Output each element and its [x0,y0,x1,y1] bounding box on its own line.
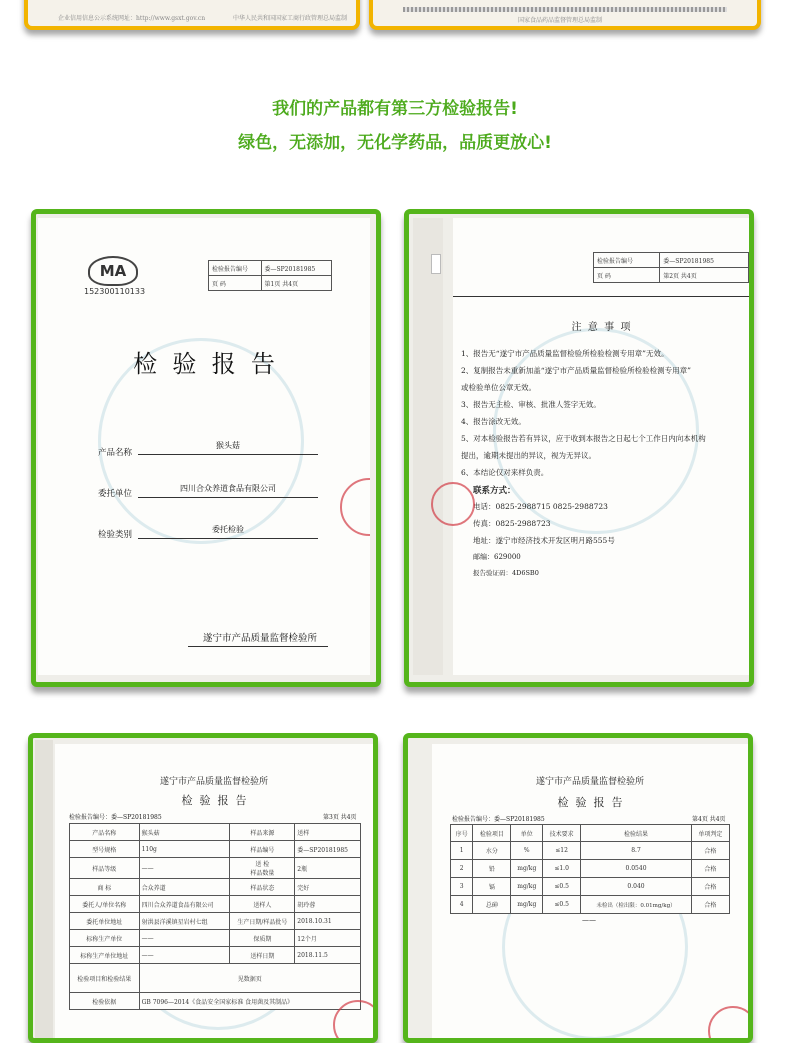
contact-line: 电话：0825-2988715 0825-2988723 [473,502,608,511]
cell: 委托单位地址 [70,913,140,930]
page4-page-number: 第4页 共4页 [692,816,726,823]
table-row [451,842,730,860]
cell: 合格 [691,860,729,878]
cell: 合格 [691,842,729,860]
red-seal-stamp [333,1000,378,1043]
cell: 页 码 [594,268,660,283]
cell: 标称生产单位 [70,930,140,947]
cell: —— [139,947,230,964]
cell: 2 [451,860,473,878]
cell: 样品状态 [230,879,295,896]
report-cover-page [38,218,370,675]
cell: 检验报告编号 [209,261,262,276]
cell: mg/kg [511,878,543,896]
table-row [451,860,730,878]
cell: 送 检 样品数量 [230,858,295,879]
cell: 8.7 [581,842,692,860]
red-seal-stamp [340,478,370,536]
report-page3-page [55,744,373,1043]
cell: mg/kg [511,860,543,878]
contact-line: 报告验证码：4D6SB0 [473,569,539,577]
header-cell: 技术要求 [543,825,581,842]
field-label-client: 委托单位 [98,489,133,499]
cell: 见数据页 [139,964,360,993]
cell: —— [139,930,230,947]
cell: 委—SP20181985 [295,841,361,858]
report-page3-frame [28,733,378,1043]
cover-institute: 遂宁市产品质量监督检验所 [203,633,318,644]
page4-results-table [450,824,730,914]
business-license-frame [24,0,360,30]
table-end-mark: —— [582,916,596,924]
page4-title: 检 验 报 告 [557,796,623,809]
cell: 样品等级 [70,858,140,879]
page3-title: 检 验 报 告 [181,794,247,807]
ma-number: 152300110133 [84,287,146,296]
cell: GB 7096—2014《食品安全国家标准 食用菌及其制品》 [139,993,360,1010]
cell: 检验依据 [70,993,140,1010]
food-license-band [403,7,727,12]
cell: % [511,842,543,860]
field-underline [138,538,318,539]
table-header-row [451,825,730,842]
field-label-product: 产品名称 [98,448,133,458]
notice-title: 注 意 事 项 [571,322,631,333]
cell: 3 [451,878,473,896]
cell: 保质期 [230,930,295,947]
field-value-category: 委托检验 [212,525,244,534]
cell: ≤12 [543,842,581,860]
report-page4-frame [403,733,753,1043]
cell: 第2页 共4页 [660,268,749,283]
cell: 委—SP20181985 [261,261,331,276]
notice-item: 提出，逾期未提出的异议，视为无异议。 [461,451,596,460]
cell: 合格 [691,878,729,896]
page-edge-strip [413,218,443,675]
cell: 委托人/单位名称 [70,896,140,913]
header-cell: 检验项目 [473,825,511,842]
page4-institute: 遂宁市产品质量监督检验所 [535,777,644,787]
cell: ≤0.5 [543,896,581,914]
header-cell: 单项判定 [691,825,729,842]
page3-table [69,823,361,1010]
cell: 总砷 [473,896,511,914]
table-row [451,896,730,914]
cell: 2018.10.31 [295,913,361,930]
contact-title: 联系方式： [473,486,516,496]
report-page4-page [432,744,748,1043]
field-underline [138,497,318,498]
header-cell: 检验结果 [581,825,692,842]
cell: 未检出（检出限：0.01mg/kg） [581,896,692,914]
page3-institute: 遂宁市产品质量监督检验所 [159,777,268,787]
cell: 型号规格 [70,841,140,858]
cell: 第1页 共4页 [261,276,331,291]
page4-report-no: 检验报告编号：委—SP20181985 [452,816,545,823]
cell: 样品编号 [230,841,295,858]
cell: 水分 [473,842,511,860]
field-value-client: 四川合众养道食品有限公司 [180,484,276,493]
notice-item: 5、对本检验报告若有异议，应于收到本报告之日起七个工作日内向本机构 [461,434,706,443]
cell: 0.0540 [581,860,692,878]
notice-item: 4、报告涂改无效。 [461,417,526,426]
cell: 委—SP20181985 [660,253,749,268]
page3-report-no: 检验报告编号：委—SP20181985 [69,814,162,821]
notice-item: 2、复制报告未重新加盖“遂宁市产品质量监督检验所检验检测专用章” [461,366,691,375]
ma-logo [88,256,138,286]
page-edge-strip [35,740,53,1040]
cell: 4 [451,896,473,914]
cell: 生产日期/样品批号 [230,913,295,930]
cell: 送样 [295,824,361,841]
cell: 铅 [473,860,511,878]
notice-item: 1、报告无“遂宁市产品质量监督检验所检验检测专用章”无效。 [461,349,669,358]
cell: mg/kg [511,896,543,914]
cell: 四川合众养道食品有限公司 [139,896,230,913]
cell: 商 标 [70,879,140,896]
report-notice-page [453,218,749,675]
binder-clip [431,254,441,274]
cell: 12个月 [295,930,361,947]
cell: 猴头菇 [139,824,230,841]
cell: 检验项目和检验结果 [70,964,140,993]
header-cell: 序号 [451,825,473,842]
cell: 页 码 [209,276,262,291]
cell: 镉 [473,878,511,896]
cell: 射洪县洋溪镇星岩村七组 [139,913,230,930]
cell: 0.040 [581,878,692,896]
food-license-footer: 国家食品药品监督管理总局监制 [518,17,603,24]
red-seal-stamp [431,482,475,526]
cell: 送样日期 [230,947,295,964]
cell: 胡玲蓉 [295,896,361,913]
cell: 110g [139,841,230,858]
cell: 送样人 [230,896,295,913]
cell: 合格 [691,896,729,914]
field-value-product: 猴头菇 [216,441,240,450]
notice-header-table [593,252,749,283]
report-cover-frame [31,209,381,687]
institute-underline [188,646,328,647]
cell: 2018.11.5 [295,947,361,964]
cell: 2瓶 [295,858,361,879]
headline-line2: 绿色，无添加，无化学药品，品质更放心! [238,133,552,153]
cover-header-table [208,260,332,291]
notice-item: 3、报告无主检、审核、批准人签字无效。 [461,400,601,409]
cell: 产品名称 [70,824,140,841]
notice-item: 6、本结论仅对来样负责。 [461,468,549,477]
cell: ≤1.0 [543,860,581,878]
food-license-frame [369,0,761,30]
cell: 合众养道 [139,879,230,896]
contact-line: 邮编：629000 [473,553,521,561]
header-cell: 单位 [511,825,543,842]
cell: ≤0.5 [543,878,581,896]
contact-line: 地址：遂宁市经济技术开发区明月路555号 [473,536,615,545]
cell: 1 [451,842,473,860]
license-footer-right: 中华人民共和国国家工商行政管理总局监制 [233,15,348,22]
cell: 样品来源 [230,824,295,841]
cell: 标称生产单位地址 [70,947,140,964]
cell: —— [139,858,230,879]
cell: 检验报告编号 [594,253,660,268]
report-notice-frame [404,209,754,687]
ma-text: MA [99,262,127,280]
field-underline [138,454,318,455]
contact-line: 传真：0825-2988723 [473,519,551,528]
notice-rule [453,296,749,297]
table-row [451,878,730,896]
headline-line1: 我们的产品都有第三方检验报告! [272,99,518,119]
page3-page-number: 第3页 共4页 [323,814,357,821]
cell: 完好 [295,879,361,896]
license-footer-left: 企业信用信息公示系统网址：http://www.gsxt.gov.cn [58,15,206,22]
field-label-category: 检验类别 [98,530,133,540]
notice-item: 或检验单位公章无效。 [461,383,536,392]
cover-title: 检 验 报 告 [133,350,275,378]
